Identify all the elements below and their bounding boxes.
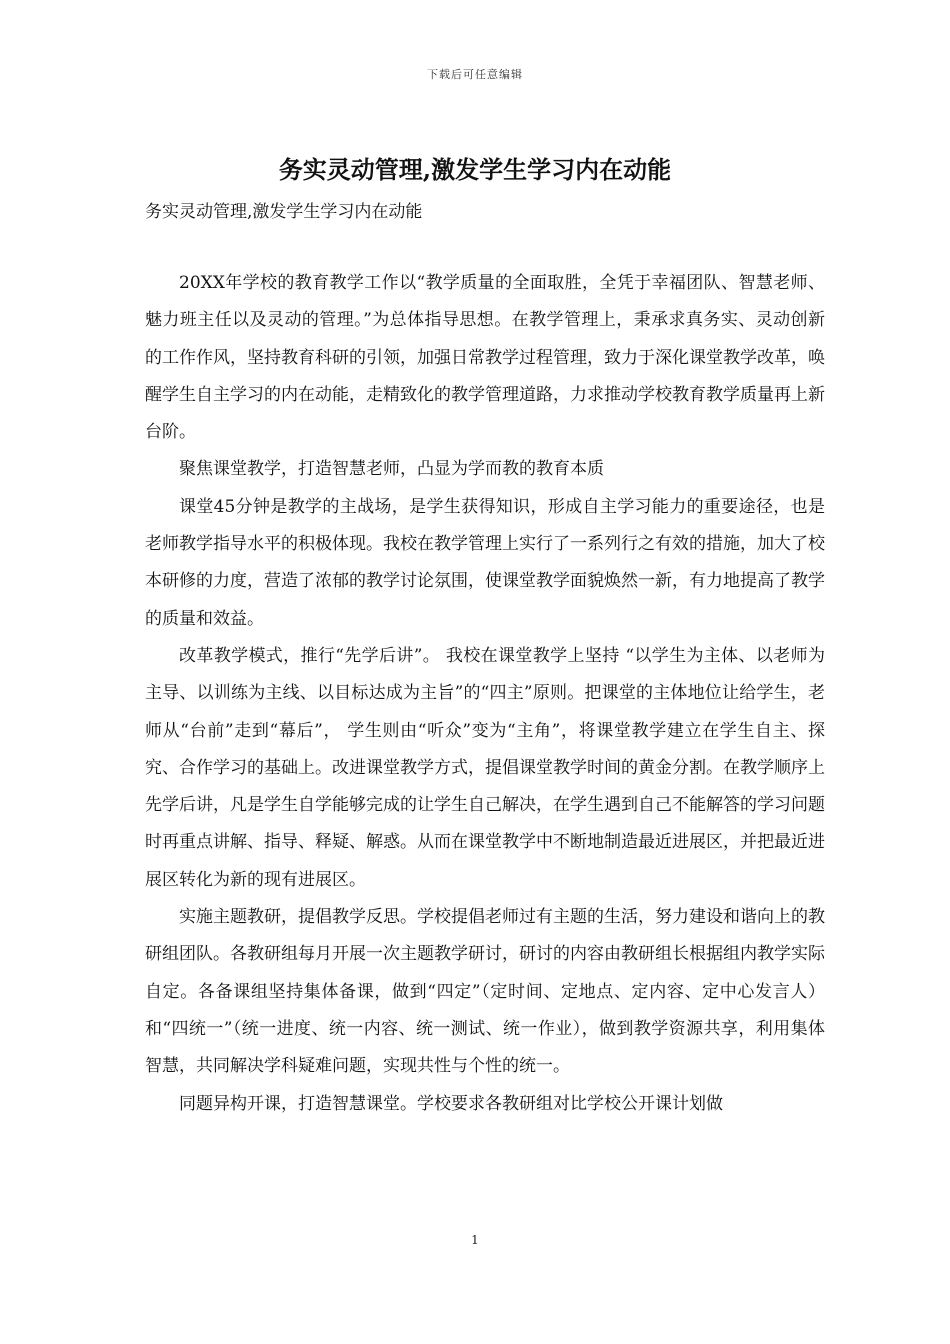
document-title: 务实灵动管理,激发学生学习内在动能 [278, 155, 672, 184]
header-note: 下载后可任意编辑 [427, 68, 523, 81]
paragraph-teaching-research: 实施主题教研，提倡教学反思。学校提倡老师过有主题的生活，努力建设和谐向上的教研组团队。各教研组每月开展一次主题教学研讨，研讨的内容由教研组长根据组内教学实际自定。各备课组坚持集体备课，做到“四定”（定时间、定地点、定内容、定中心发言人）和“四统一”（统一进度、统一内容、统一测试、统一作业），做到教学资源共享，利用集体智慧，共同解决学科疑难问题，实现共性与个性的统一。 [145, 907, 825, 1077]
section-heading: 聚焦课堂教学，打造智慧老师，凸显为学而教的教育本质 [179, 459, 604, 480]
document-body [145, 265, 825, 1123]
paragraph-classroom: 课堂45分钟是教学的主战场，是学生获得知识，形成自主学习能力的重要途径，也是老师教学指导水平的积极体现。我校在教学管理上实行了一系列行之有效的措施，加大了校本研修的力度，营造了浓郁的教学讨论氛围，使课堂教学面貌焕然一新，有力地提高了教学的质量和效益。 [145, 496, 825, 629]
paragraph-open-class: 同题异构开课，打造智慧课堂。学校要求各教研组对比学校公开课计划做 [179, 1093, 723, 1114]
page-number: 1 [471, 1233, 479, 1247]
document-subtitle: 务实灵动管理,激发学生学习内在动能 [145, 202, 423, 222]
paragraph-intro: 20XX年学校的教育教学工作以“教学质量的全面取胜，全凭于幸福团队、智慧老师、魅力班主任以及灵动的管理。”为总体指导思想。在教学管理上，秉承求真务实、灵动创新的工作作风，坚持教育科研的引领，加强日常教学过程管理，致力于深化课堂教学改革，唤醒学生自主学习的内在动能，走精致化的教学管理道路，力求推动学校教育教学质量再上新台阶。 [145, 273, 825, 443]
paragraph-teaching-model: 改革教学模式，推行“先学后讲”。 我校在课堂教学上坚持 “以学生为主体、以老师为主导、以训练为主线、以目标达成为主旨”的“四主”原则。把课堂的主体地位让给学生，老师从“台前”走到“幕后”， 学生则由“听众”变为“主角”，将课堂教学建立在学生自主、探究、合作学习的基础上。改进课堂教学方式，提倡课堂教学时间的黄金分割。在教学顺序上先学后讲，凡是学生自学能够完成的让学生自己解决，在学生遇到自己不能解答的学习问题时再重点讲解、指导、释疑、解惑。从而在课堂教学中不断地制造最近进展区，并把最近进展区转化为新的现有进展区。 [145, 645, 825, 890]
